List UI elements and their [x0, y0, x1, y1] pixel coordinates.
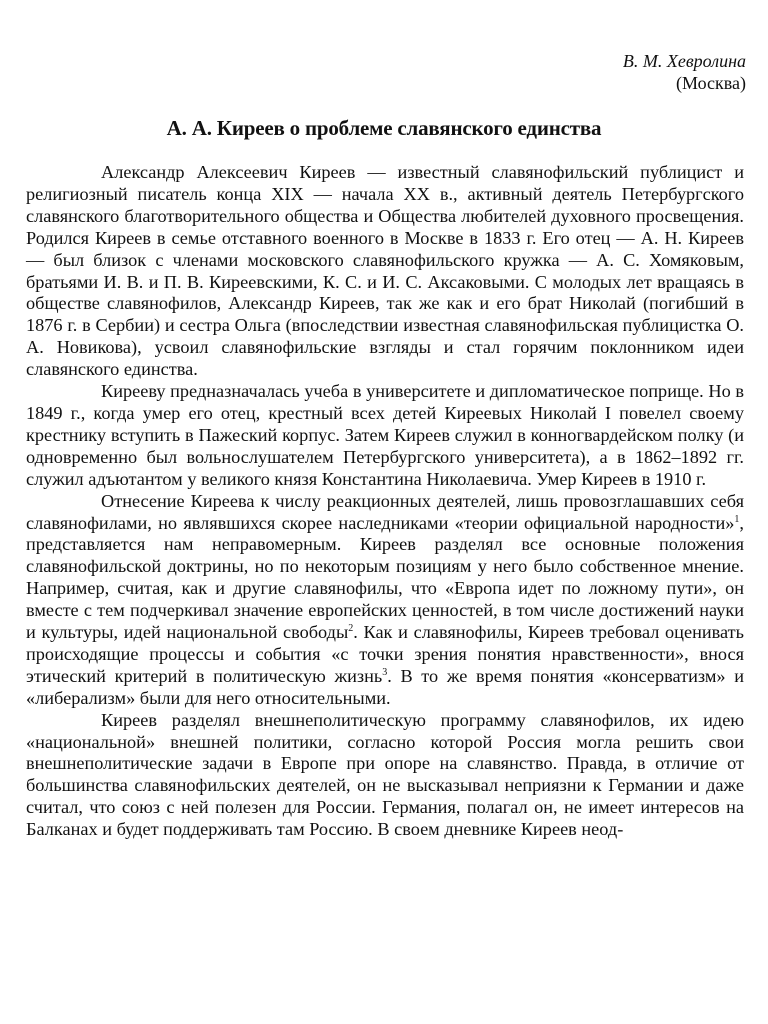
paragraph-3-part-4: . В то же время понятия «консерватизм» и «либерализм» были для него относительными. — [26, 665, 744, 708]
paragraph-2: Кирееву предназначалась учеба в университете и дипломатическое поприще. Но в 1849 г., когда умер его отец, крестный всех детей Киреевых Николай I повелел своему крестнику вступить в Пажеский корпус. Затем Киреев служил в конногвардейском полку (и одновременно был вольнослушателем Петербургского университета), а в 1862–1892 гг. служил адъютантом у великого князя Константина Николаевича. Умер Киреев в 1910 г. — [26, 381, 744, 489]
author-city: (Москва) — [676, 73, 746, 93]
paragraph-1: Александр Алексеевич Киреев — известный славянофильский публицист и религиозный писатель конца XIX — начала XX в., активный деятель Петербургского славянского благотворительного общества и Общества любителей духовного просвещения. Родился Киреев в семье отставного военного в Москве в 1833 г. Его отец — А. Н. Киреев — был близок с членами московского славянофильского кружка — А. С. Хомяковым, братьями И. В. и П. В. Киреевскими, К. С. и И. С. Аксаковыми. С молодых лет вращаясь в обществе славянофилов, Александр Киреев, так же как и его брат Николай (погибший в 1876 г. в Сербии) и сестра Ольга (впоследствии известная славянофильская публицистка О. А. Новикова), усвоил славянофильские взгляды и стал горячим поклонником идеи славянского единства. — [26, 162, 744, 380]
article-body — [26, 162, 744, 841]
article-title: А. А. Киреев о проблеме славянского единства — [166, 116, 602, 140]
footnote-ref-1: 1 — [734, 513, 740, 525]
paragraph-4: Киреев разделял внешнеполитическую программу славянофилов, их идею «национальной» внешней политики, согласно которой Россия могла решить свои внешнеполитические задачи в Европе при опоре на славянство. Правда, в отличие от большинства славянофильских деятелей, он не высказывал неприязни к Германии и даже считал, что союз с ней полезен для России. Германия, полагал он, не имеет интересов на Балканах и будет поддерживать там Россию. В своем дневнике Киреев неод- — [26, 709, 744, 840]
paragraph-3-part-2: , представляется нам неправомерным. Киреев разделял все основные положения славянофильской доктрины, но по некоторым позициям у него было собственное мнение. Например, считая, как и другие славянофилы, что «Европа идет по ложному пути», он вместе с тем подчеркивал значение европейских ценностей, в том числе достижений науки и культуры, идей национальной свободы — [26, 512, 744, 643]
paragraph-3-part-3: . Как и славянофилы, Киреев требовал оценивать происходящие процессы и события «с точки зрения понятия нравственности», внося этический критерий в политическую жизнь — [26, 622, 744, 686]
footnote-ref-2: 2 — [348, 622, 354, 634]
paragraph-3 — [26, 491, 744, 710]
footnote-ref-3: 3 — [382, 666, 388, 678]
author-name: В. М. Хевролина — [622, 51, 746, 71]
author-block — [623, 50, 746, 94]
paragraph-3-part-1: Отнесение Киреева к числу реакционных деятелей, лишь провозглашавших себя славянофилами, но являвшихся скорее наследниками «теории официальной народности» — [26, 490, 744, 533]
